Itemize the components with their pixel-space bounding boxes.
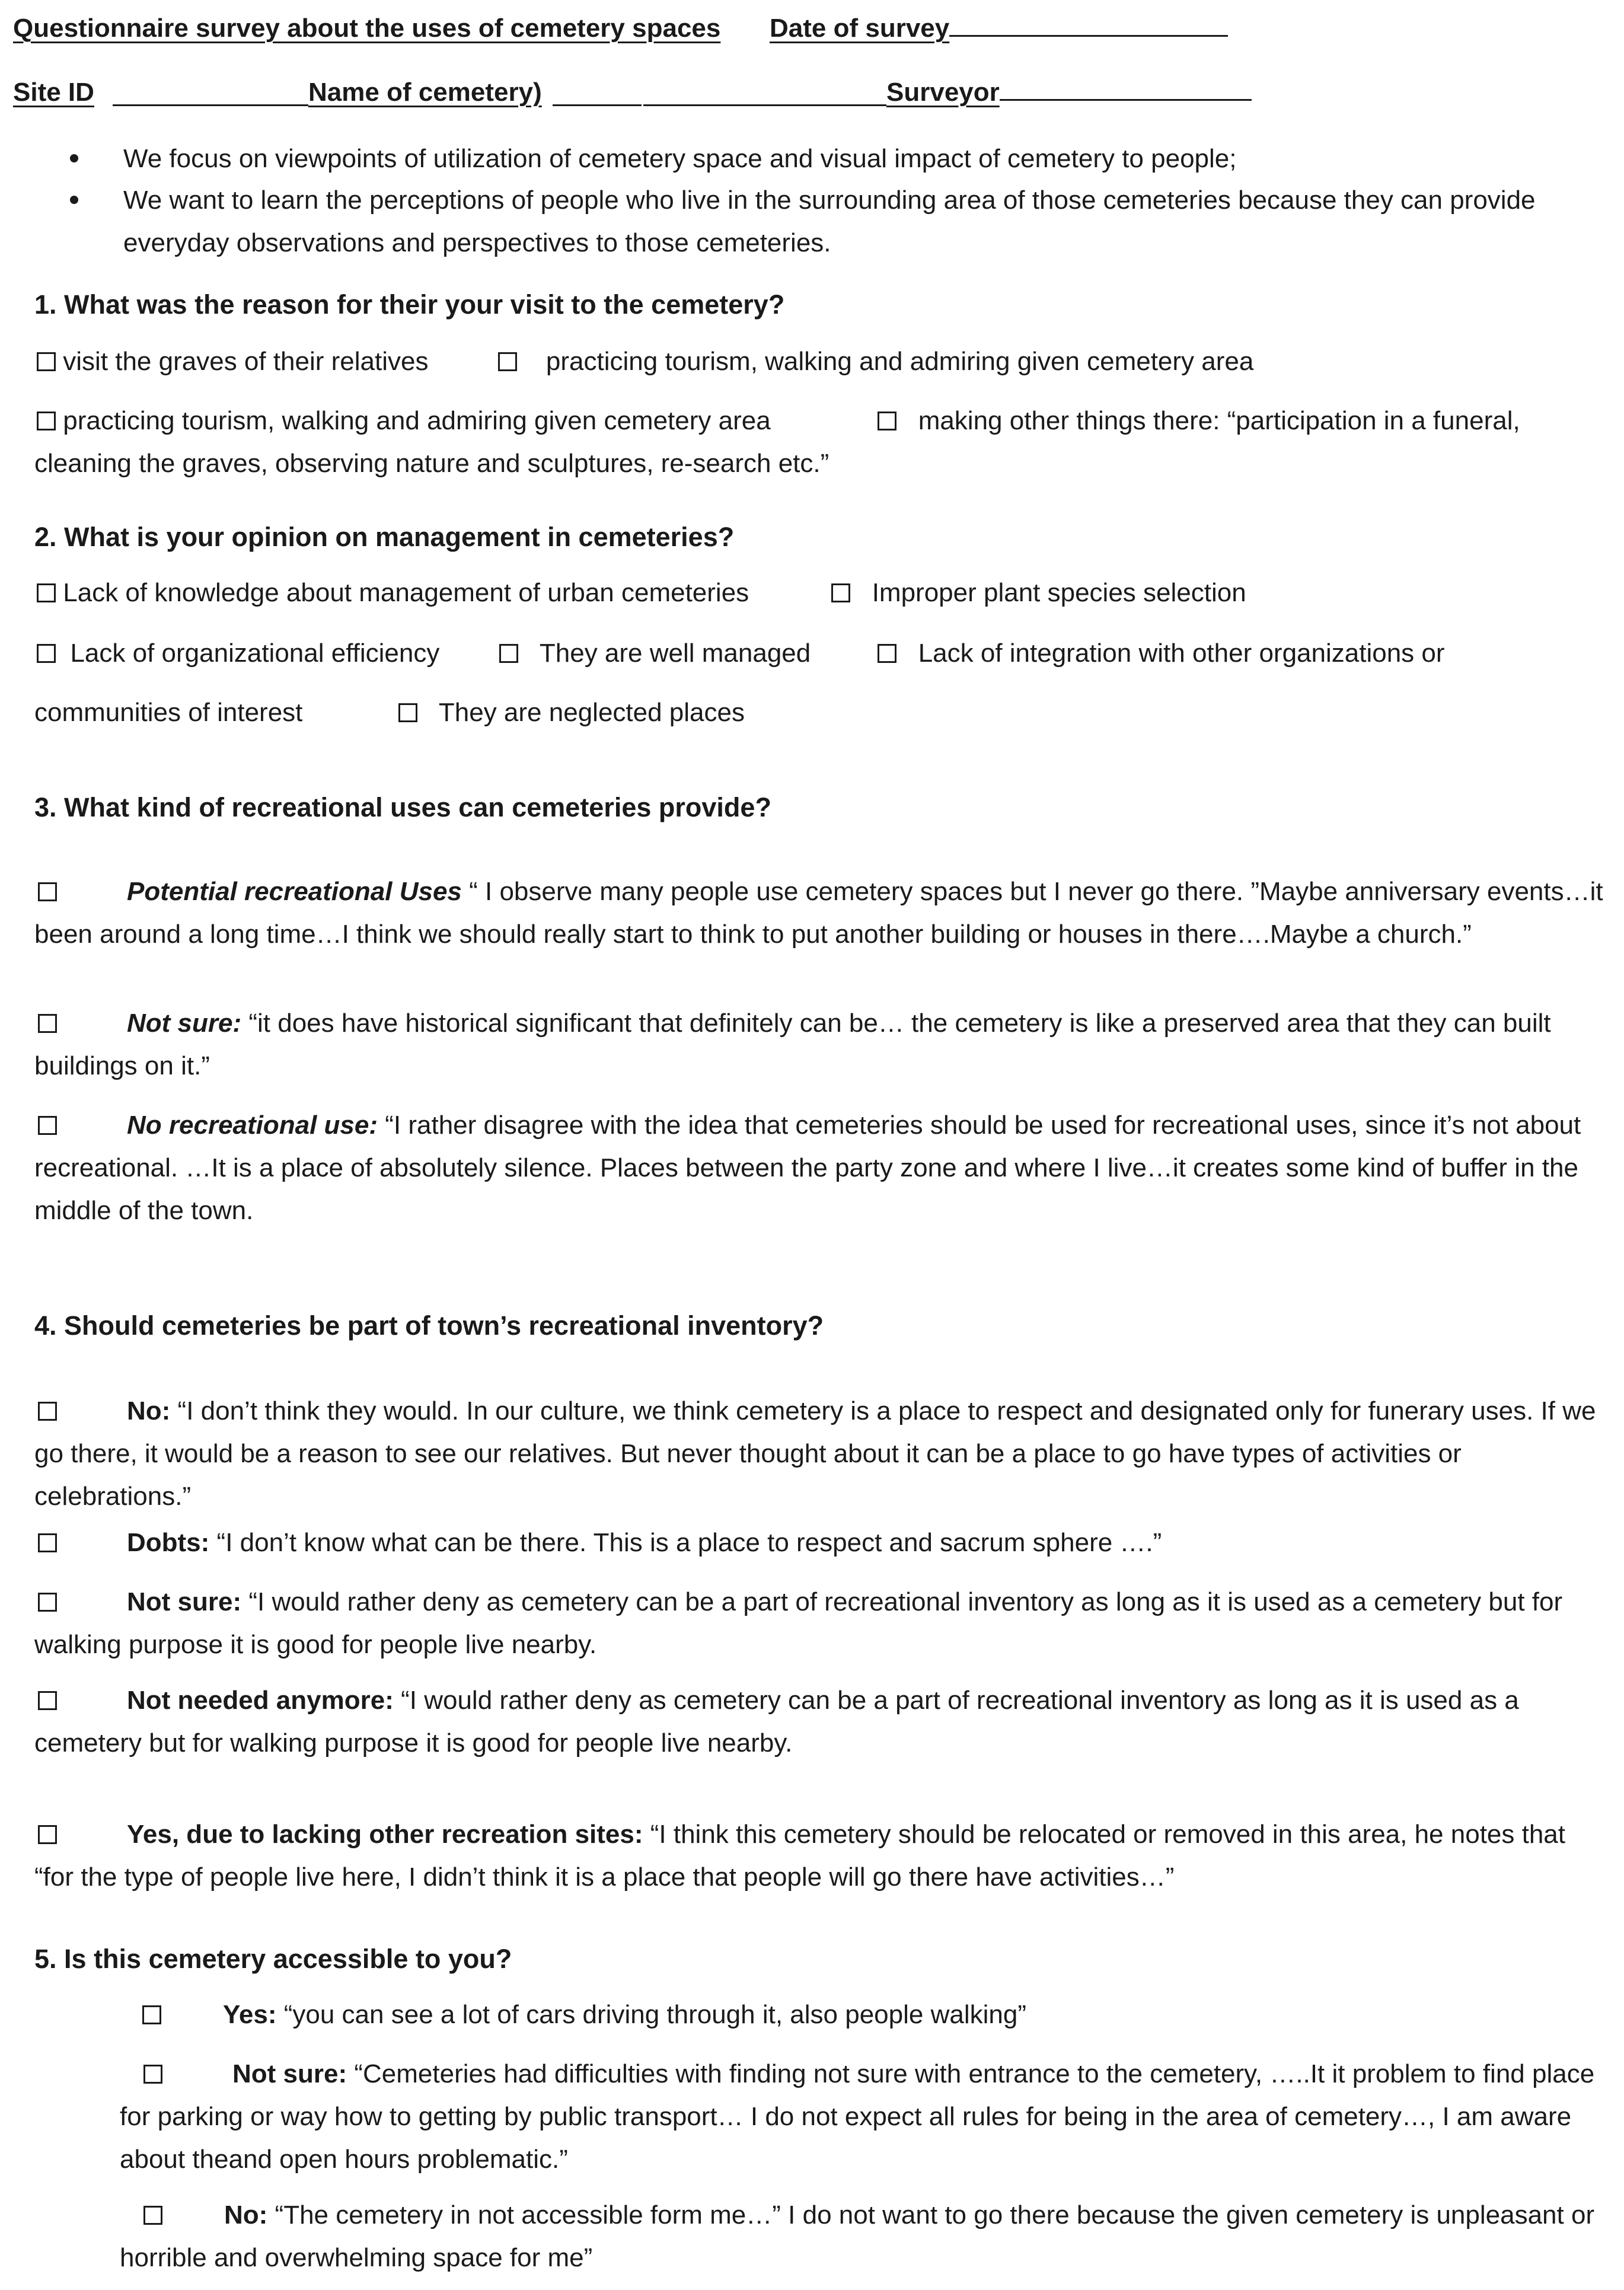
surveyor-label: Surveyor: [886, 78, 1000, 107]
q4-option-5: Yes, due to lacking other recreation sites: “I think this cemetery should be relocated or removed in this area, he notes that “for the type of people live here, I didn’t think it is a place that people will go there have activities…”: [34, 1820, 1566, 1892]
checkbox[interactable]: [38, 882, 57, 901]
checkbox[interactable]: [143, 2065, 162, 2084]
checkbox[interactable]: [38, 1691, 57, 1710]
q5-option-2: Not sure: “Cemeteries had difficulties with finding not sure with entrance to the cemetery, …..It it problem to find place for parking or way how to getting by public transport… I do not expect all rules for being in the area of cemetery…, I am aware about theand open hours problematic.”: [120, 2059, 1595, 2174]
survey-title: Questionnaire survey about the uses of cemetery spaces: [13, 14, 721, 43]
q3-question: 3. What kind of recreational uses can cemeteries provide?: [34, 792, 771, 822]
checkbox[interactable]: [37, 583, 56, 602]
site-id-blank[interactable]: [113, 104, 308, 106]
date-label: Date of survey: [770, 14, 950, 43]
bullet-icon: [70, 154, 78, 162]
checkbox[interactable]: [498, 352, 517, 371]
checkbox[interactable]: [878, 412, 896, 430]
checkbox[interactable]: [37, 352, 56, 371]
bullet-icon: [70, 196, 78, 204]
checkbox[interactable]: [38, 1116, 57, 1135]
q1-option-4: making other things there: “participation in a funeral,: [878, 400, 1520, 442]
q1-option-3: practicing tourism, walking and admiring given cemetery area: [37, 400, 771, 442]
cemetery-name-underline[interactable]: [553, 104, 642, 106]
checkbox[interactable]: [831, 583, 850, 602]
q5-question: 5. Is this cemetery accessible to you?: [34, 1944, 512, 1974]
date-blank[interactable]: [949, 11, 1228, 37]
cemetery-name-blank[interactable]: [643, 104, 886, 106]
q2-option-4: They are well managed: [499, 632, 811, 675]
checkbox[interactable]: [38, 1014, 57, 1033]
surveyor-field: [886, 71, 1252, 114]
q3-option-2: Not sure: “it does have historical significant that definitely can be… the cemetery is like a preserved area that they can built buildings on it.”: [34, 1009, 1551, 1080]
intro-bullet-2: We want to learn the perceptions of people who live in the surrounding area of those cemeteries because they can provide everyday observations and perspectives to those cemeteries.: [123, 186, 1536, 257]
checkbox[interactable]: [37, 412, 56, 430]
q5-option-3: No: “The cemetery in not accessible form me…” I do not want to go there because the given cemetery is unpleasant or horrible and overwhelming space for me”: [120, 2200, 1595, 2272]
q2-option-5: Lack of integration with other organizations or: [878, 632, 1445, 675]
intro-bullet-1: We focus on viewpoints of utilization of cemetery space and visual impact of cemetery to people;: [123, 144, 1237, 173]
checkbox[interactable]: [37, 644, 56, 663]
date-of-survey-field: [770, 7, 1228, 50]
q3-option-3: No recreational use: “I rather disagree with the idea that cemeteries should be used for recreational uses, since it’s not about recreational. …It is a place of absolutely silence. Places between the party zone and where I live…it creates some kind of buffer in the middle of the town.: [34, 1111, 1581, 1225]
q4-option-2: Dobts: “I don’t know what can be there. This is a place to respect and sacrum sphere ….”: [34, 1522, 1612, 1564]
q1-question: 1. What was the reason for their your visit to the cemetery?: [34, 289, 785, 320]
checkbox[interactable]: [143, 2206, 162, 2225]
q2-option-6: They are neglected places: [398, 691, 745, 734]
site-id-label: Site ID: [13, 78, 94, 107]
checkbox[interactable]: [38, 1825, 57, 1844]
q1-option-4-continued: cleaning the graves, observing nature and sculptures, re-search etc.”: [34, 449, 829, 478]
q3-option-1: Potential recreational Uses “ I observe many people use cemetery spaces but I never go there. ”Maybe anniversary events…it been around a long time…I think we should really start to think to put another building or houses in there….Maybe a church.”: [34, 877, 1603, 949]
q1-option-1: visit the graves of their relatives: [37, 340, 429, 383]
q2-question: 2. What is your opinion on management in cemeteries?: [34, 522, 735, 552]
q2-option-3: Lack of organizational efficiency: [37, 632, 439, 675]
checkbox[interactable]: [499, 644, 518, 663]
checkbox[interactable]: [38, 1533, 57, 1552]
checkbox[interactable]: [38, 1593, 57, 1612]
q4-option-3: Not sure: “I would rather deny as cemetery can be a part of recreational inventory as long as it is used as a cemetery but for walking purpose it is good for people live nearby.: [34, 1587, 1563, 1659]
q5-option-1: Yes: “you can see a lot of cars driving through it, also people walking”: [142, 1994, 1607, 2036]
q2-option-2: Improper plant species selection: [831, 572, 1246, 614]
checkbox[interactable]: [398, 703, 417, 722]
q1-option-2: practicing tourism, walking and admiring given cemetery area: [498, 340, 1253, 383]
checkbox[interactable]: [878, 644, 896, 663]
q2-option-1: Lack of knowledge about management of urban cemeteries: [37, 572, 749, 614]
q2-option-5-continued: communities of interest: [34, 698, 303, 727]
checkbox[interactable]: [38, 1402, 57, 1421]
surveyor-blank[interactable]: [1000, 75, 1252, 101]
checkbox[interactable]: [142, 2005, 161, 2024]
q4-option-1: No: “I don’t think they would. In our culture, we think cemetery is a place to respect and designated only for funerary uses. If we go there, it would be a reason to see our relatives. But never thought about it can be a place to go have types of activities or celebrations.”: [34, 1396, 1596, 1511]
site-id-field: [13, 71, 315, 114]
q4-question: 4. Should cemeteries be part of town’s recreational inventory?: [34, 1310, 824, 1341]
cemetery-name-label: Name of cemetery): [308, 78, 542, 107]
q4-option-4: Not needed anymore: “I would rather deny as cemetery can be a part of recreational inventory as long as it is used as a cemetery but for walking purpose it is good for people live nearby.: [34, 1686, 1519, 1758]
